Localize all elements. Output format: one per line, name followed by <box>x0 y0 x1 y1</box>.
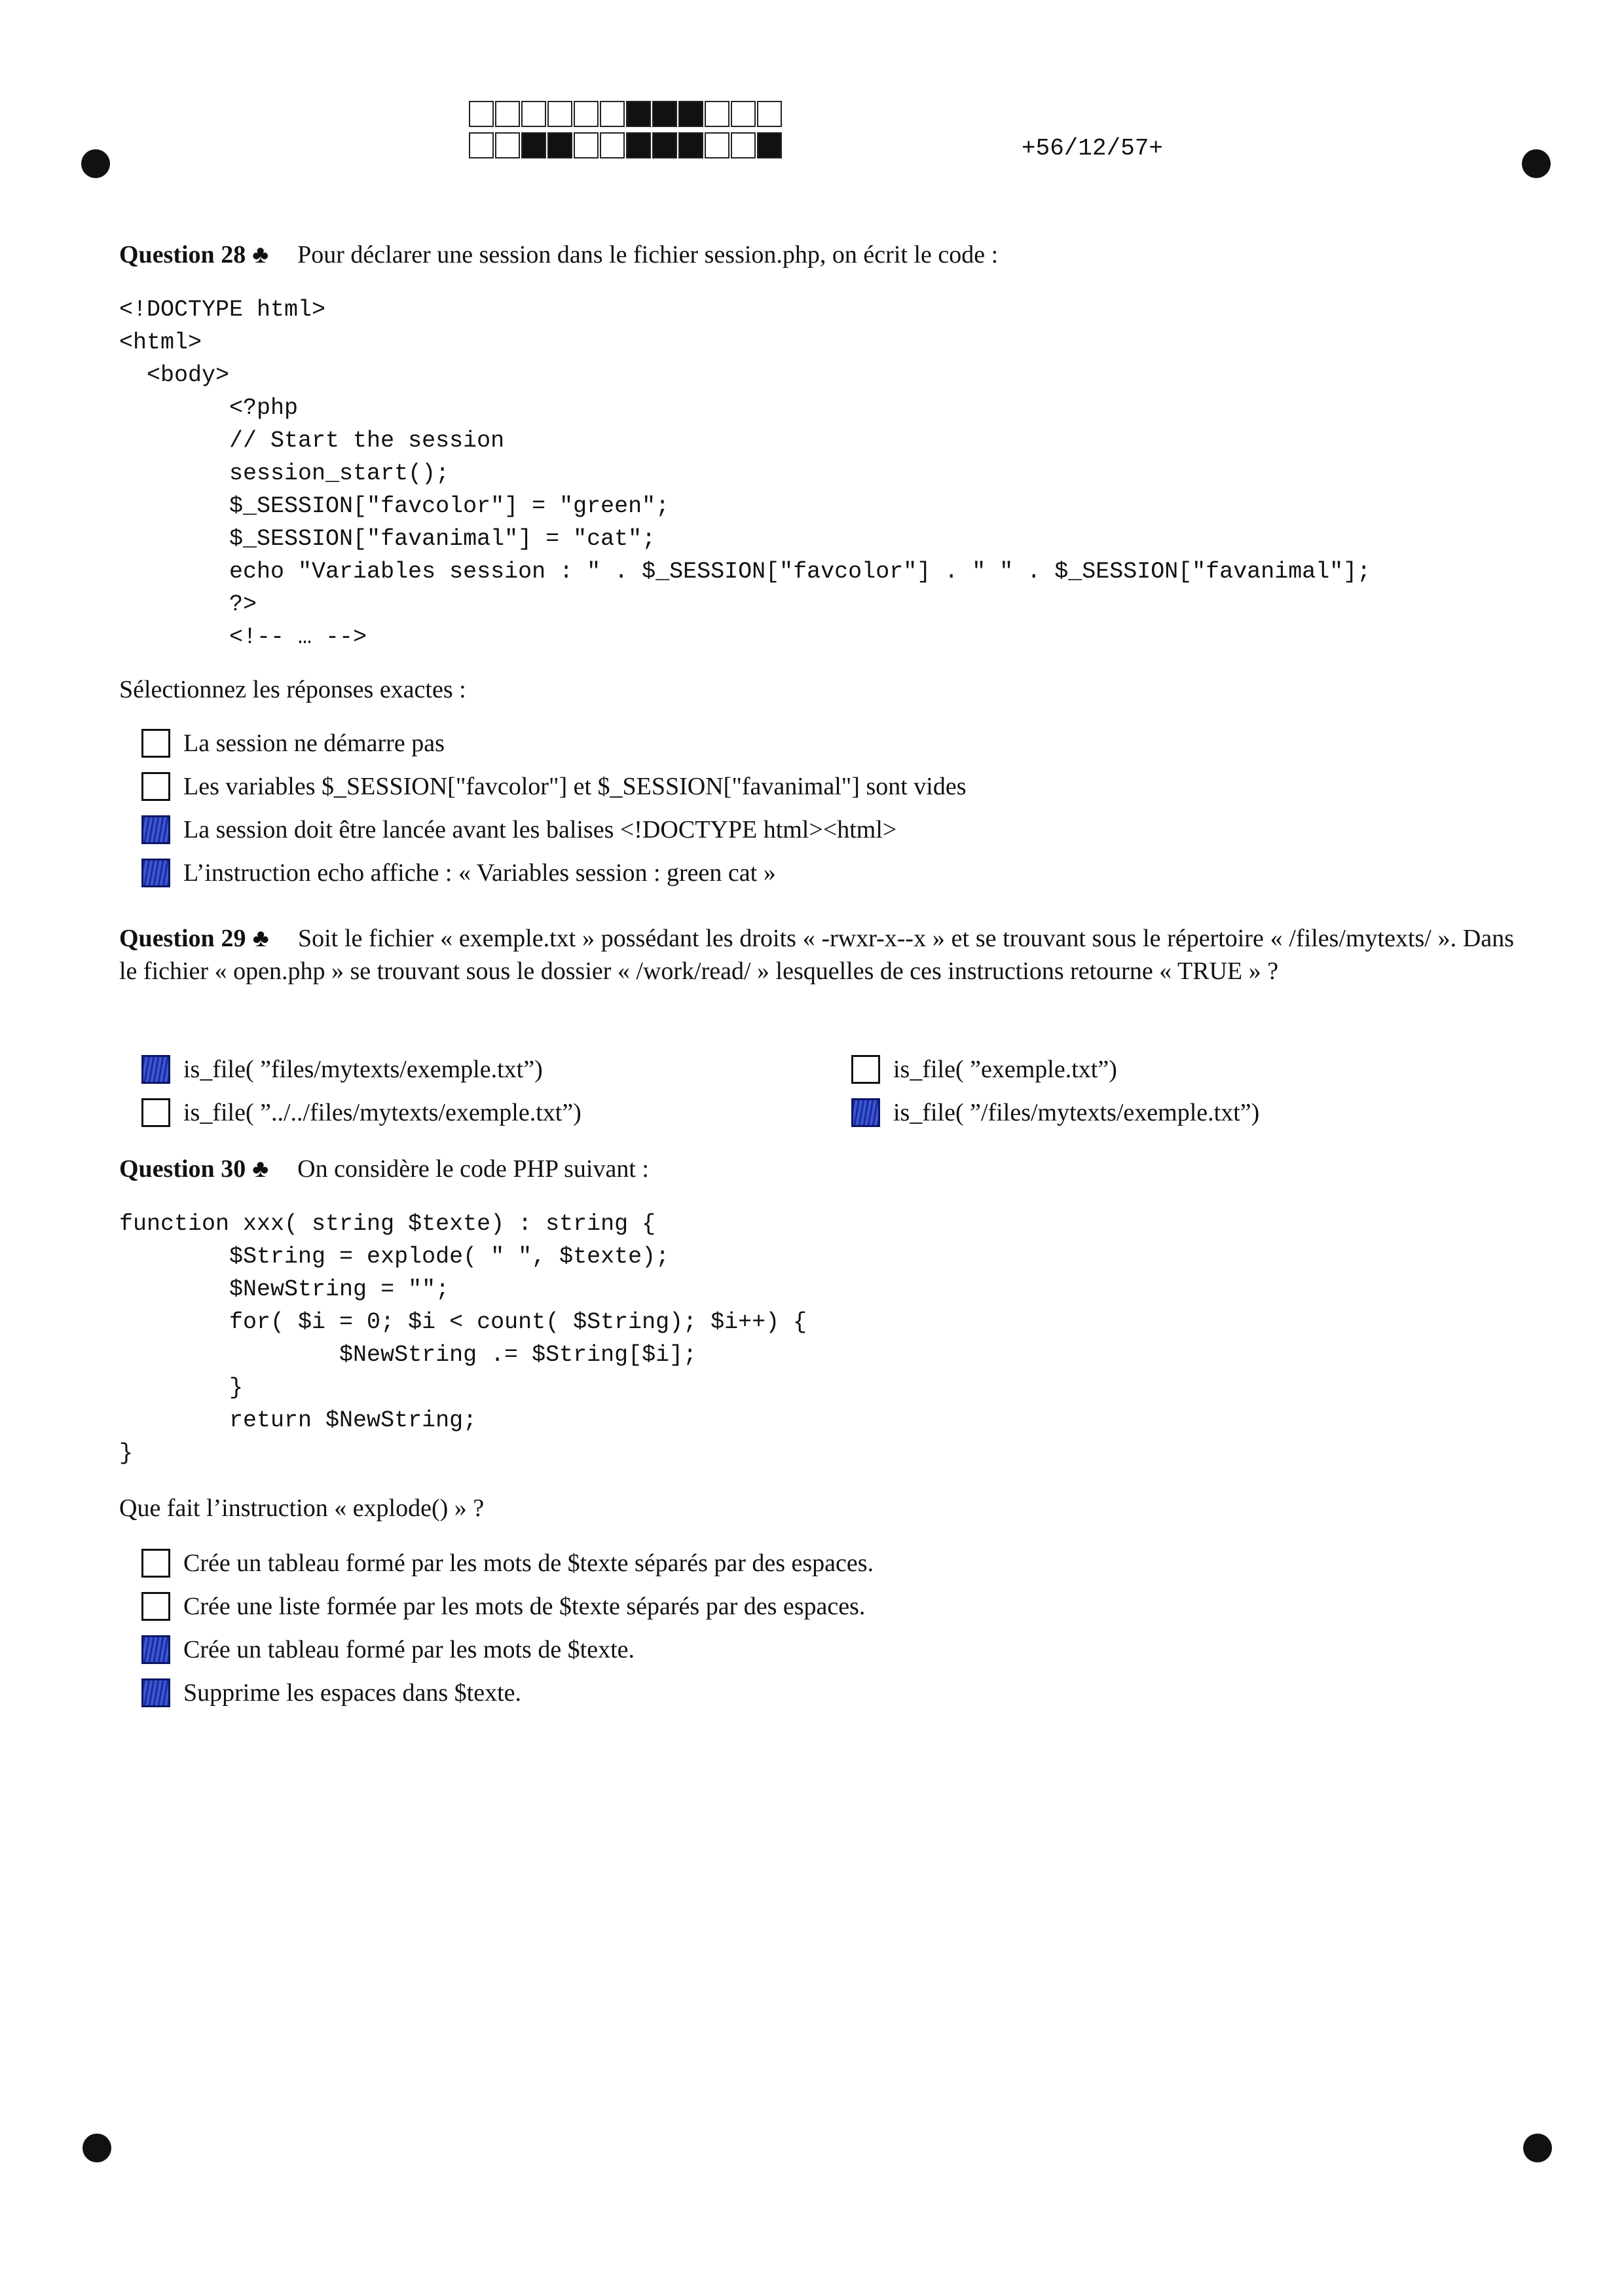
q30-option[interactable] <box>141 1590 865 1623</box>
barcode-cell <box>547 101 572 127</box>
registration-mark-top-right <box>1522 149 1551 178</box>
club-icon: ♣ <box>252 1155 269 1183</box>
q30-option[interactable] <box>141 1676 521 1709</box>
q28-code: <!DOCTYPE html> <html> <body> <?php // Start the session session_start(); $_SESSION["favcolor"] = "green"; $_SESSION["favanimal"] = "cat"; echo "Variables session : " . $_SESSION["favcolor"] . " " . $_SESSION["favanimal"]; ?> <!-- … --> <box>119 297 1371 650</box>
q29-text: Soit le fichier « exemple.txt » possédant les droits « -rwxr-x--x » et se trouvant sous le répertoire « /files/mytexts/ ». Dans le fichier « open.php » se trouvant sous le dossier « /work/read/ » lesquelles de ces instructions retourne « TRUE » ? <box>119 925 1514 985</box>
q28-title: Question 28 <box>119 241 246 268</box>
checkbox[interactable] <box>141 729 170 758</box>
option-label: is_file( ”files/mytexts/exemple.txt”) <box>183 1056 543 1083</box>
q28-header <box>119 238 998 271</box>
barcode-row-2 <box>469 132 783 158</box>
barcode-cell <box>495 132 520 158</box>
q28-prompt: Sélectionnez les réponses exactes : <box>119 676 466 703</box>
option-label: Supprime les espaces dans $texte. <box>183 1679 522 1707</box>
q29-option[interactable] <box>141 1053 543 1086</box>
q30-code: function xxx( string $texte) : string { $String = explode( " ", $texte); $NewString = ""; for( $i = 0; $i < count( $String); $i++) { $NewString .= $String[$i]; } return $NewString; } <box>119 1211 807 1466</box>
barcode-cell <box>731 132 756 158</box>
option-label: Crée une liste formée par les mots de $texte séparés par des espaces. <box>183 1593 866 1620</box>
option-label: La session doit être lancée avant les balises <!DOCTYPE html><html> <box>183 816 897 843</box>
club-icon: ♣ <box>252 241 269 268</box>
registration-mark-top-left <box>81 149 110 178</box>
checkbox[interactable] <box>141 815 170 844</box>
checkbox[interactable] <box>141 859 170 887</box>
checkbox[interactable] <box>141 1635 170 1664</box>
option-label: La session ne démarre pas <box>183 730 445 757</box>
barcode-cell <box>626 132 651 158</box>
barcode-cell <box>574 101 599 127</box>
barcode-cell <box>678 132 703 158</box>
barcode-cell <box>495 101 520 127</box>
option-label: is_file( ”../../files/mytexts/exemple.txt”) <box>183 1099 581 1126</box>
q29-option[interactable] <box>851 1096 1259 1129</box>
checkbox[interactable] <box>851 1098 880 1127</box>
q29-option[interactable] <box>141 1096 581 1129</box>
barcode-cell <box>469 101 494 127</box>
barcode-cell <box>574 132 599 158</box>
checkbox[interactable] <box>141 1549 170 1578</box>
barcode-cell <box>731 101 756 127</box>
checkbox[interactable] <box>141 1055 170 1084</box>
barcode-cell <box>547 132 572 158</box>
barcode-cell <box>521 132 546 158</box>
q30-text: On considère le code PHP suivant : <box>297 1155 649 1183</box>
barcode-cell <box>469 132 494 158</box>
q30-option[interactable] <box>141 1633 635 1666</box>
club-icon: ♣ <box>252 925 269 952</box>
option-label: is_file( ”exemple.txt”) <box>893 1056 1117 1083</box>
barcode-cell <box>705 101 729 127</box>
barcode-cell <box>678 101 703 127</box>
option-label: Crée un tableau formé par les mots de $texte. <box>183 1636 635 1663</box>
option-label: Les variables $_SESSION["favcolor"] et $_SESSION["favanimal"] sont vides <box>183 773 967 800</box>
checkbox[interactable] <box>141 1592 170 1621</box>
page-id: +56/12/57+ <box>1022 135 1164 162</box>
checkbox[interactable] <box>141 1678 170 1707</box>
q28-option[interactable] <box>141 813 896 846</box>
option-label: Crée un tableau formé par les mots de $texte séparés par des espaces. <box>183 1549 874 1577</box>
option-label: is_file( ”/files/mytexts/exemple.txt”) <box>893 1099 1260 1126</box>
q29-title: Question 29 <box>119 925 246 952</box>
q30-title: Question 30 <box>119 1155 246 1183</box>
barcode-cell <box>521 101 546 127</box>
checkbox[interactable] <box>851 1055 880 1084</box>
q30-option[interactable] <box>141 1547 874 1580</box>
q30-prompt: Que fait l’instruction « explode() » ? <box>119 1494 485 1522</box>
checkbox[interactable] <box>141 1098 170 1127</box>
checkbox[interactable] <box>141 772 170 801</box>
barcode-cell <box>757 101 782 127</box>
q28-option[interactable] <box>141 857 776 889</box>
barcode-cell <box>600 101 625 127</box>
registration-mark-bottom-left <box>83 2134 111 2162</box>
q28-option[interactable] <box>141 770 967 803</box>
q29-option[interactable] <box>851 1053 1117 1086</box>
q29-header <box>119 922 1514 988</box>
barcode-cell <box>652 132 677 158</box>
barcode-cell <box>757 132 782 158</box>
registration-mark-bottom-right <box>1523 2134 1552 2162</box>
q28-text: Pour déclarer une session dans le fichier session.php, on écrit le code : <box>297 241 999 268</box>
q30-header <box>119 1153 649 1185</box>
option-label: L’instruction echo affiche : « Variables session : green cat » <box>183 859 776 887</box>
barcode-cell <box>626 101 651 127</box>
barcode-row-1 <box>469 101 783 127</box>
barcode-cell <box>705 132 729 158</box>
barcode-cell <box>600 132 625 158</box>
q28-option[interactable] <box>141 727 445 760</box>
barcode-cell <box>652 101 677 127</box>
